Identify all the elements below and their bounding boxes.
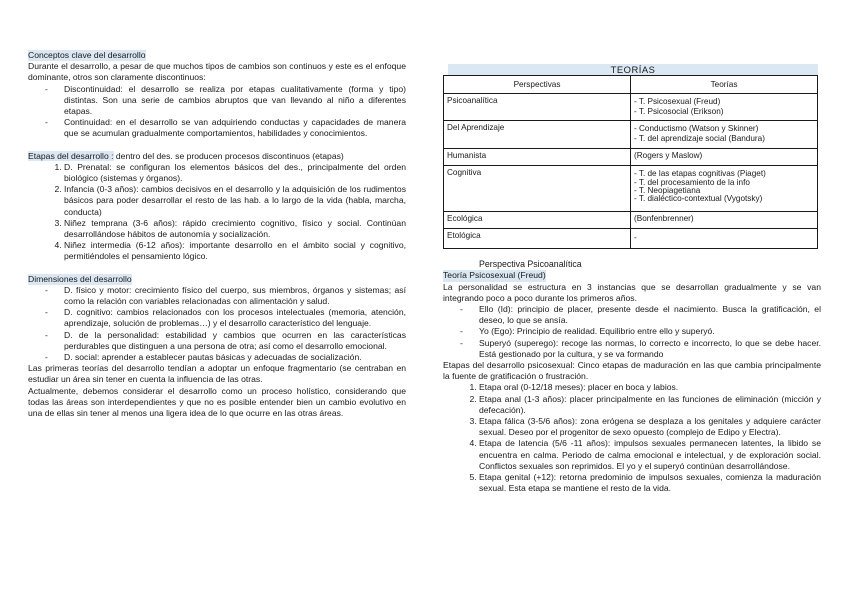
table-cell [631, 166, 818, 212]
table-cell: Psicoanalítica [444, 94, 631, 121]
psico-subtitle: Perspectiva Psicoanalítica [479, 259, 582, 270]
table-cell [631, 94, 818, 121]
list-item: 1. D. Prenatal: se configuran los elementos básicos del des., principalmente del orden biológico (sistemas y órganos). [64, 162, 406, 184]
left-column [28, 50, 406, 419]
right-column [443, 64, 821, 494]
table-header: Teorías [631, 76, 818, 94]
list-item: - Yo (Ego): Principio de realidad. Equilibrio entre ello y superyó. [479, 326, 821, 337]
list-item: - Discontinuidad: el desarrollo se realiza por etapas cualitativamente (forma y tipo) distintas. Son una serie de cambios abruptos que van llevando al niño a diferentes etapas. [64, 84, 406, 118]
theory-line: - T. del procesamiento de la info [634, 177, 750, 187]
table-cell [631, 212, 818, 229]
table-cell: Humanista [444, 149, 631, 166]
list-item: 5. Etapa genital (+12): retorna predominio de impulsos sexuales, comienza la maduración sexual. Esta etapa se mantiene el resto de la vida. [479, 472, 821, 494]
table-cell [631, 229, 818, 249]
etapas-list [28, 162, 406, 263]
theory-line: (Rogers y Maslow) [634, 151, 703, 161]
conceptos-intro: Durante el desarrollo, a pesar de que muchos tipos de cambios son continuos y este es el enfoque dominante, otros son claramente discontinuos: [28, 61, 406, 83]
table-row [444, 166, 818, 212]
list-item: - D. social: aprender a establecer pautas básicas y adecuadas de socialización. [64, 352, 406, 363]
list-item: - Continuidad: en el desarrollo se van adquiriendo conductas y capacidades de manera que se acumulan gradualmente comportamientos, habilidades y conocimientos. [64, 117, 406, 139]
list-item: - D. cognitivo: cambios relacionados con los procesos intelectuales (memoria, atención, aprendizaje, solución de problemas…) y el desarrollo característico del lenguaje. [64, 307, 406, 329]
dimensiones-list [28, 285, 406, 363]
table-row [444, 121, 818, 149]
section-dimensiones [28, 274, 406, 420]
conceptos-heading: Conceptos clave del desarrollo [28, 50, 146, 60]
etapas-intro: dentro del des. se producen procesos discontinuos (etapas) [113, 150, 344, 161]
theory-line: - [634, 233, 637, 243]
etapas-intro-line [28, 151, 406, 162]
list-item: - D. físico y motor: crecimiento físico del cuerpo, sus miembros, órganos y sistemas; así como la relación con variables relacionadas con alimentación y salud. [64, 285, 406, 307]
table-cell [631, 149, 818, 166]
etapas-heading: Etapas del desarrollo : [28, 150, 114, 161]
table-header-row [444, 76, 818, 94]
list-item: - Superyó (superego): recoge las normas, lo correcto e incorrecto, lo que se debe hacer. Está gestionado por la cultura, y se va formando [479, 338, 821, 360]
list-item: 1. Etapa oral (0-12/18 meses): placer en boca y labios. [479, 382, 821, 393]
list-item: 4. Etapa de latencia (5/6 -11 años): impulsos sexuales permanecen latentes, la libido se encuentra en calma. Periodo de calma emocional e intelectual, y de exploración social. Conflictos sexuales son reprimidos. El yo y el superyó continúan desarrollándose. [479, 438, 821, 472]
teorias-table [443, 75, 818, 249]
theory-line: - T. Neopiagetiana [634, 186, 701, 196]
dimensiones-para-2: Actualmente, debemos considerar el desarrollo como un proceso holístico, considerando que todas las áreas son interdependientes y que no es posible entender bien un cambio evolutivo en una de ellas sin tener al menos una ligera idea de lo que ocurre en las otras áreas. [28, 385, 406, 419]
theory-line: - T. del aprendizaje social (Bandura) [634, 133, 765, 143]
list-item: - Ello (Id): principio de placer, presente desde el nacimiento. Busca la gratificación, el deseo, lo que se ansía. [479, 304, 821, 326]
etapas-psico-list [443, 382, 821, 494]
list-item: 2. Infancia (0-3 años): cambios decisivos en el desarrollo y la adquisición de los rudimentos básicos para poder desarrollar el resto de las hab. a lo largo de la vida (habla, marcha, conducta) [64, 184, 406, 218]
theory-line: (Bonfenbrenner) [634, 214, 694, 224]
table-cell: Etológica [444, 229, 631, 249]
table-cell: Cognitiva [444, 166, 631, 212]
table-row [444, 212, 818, 229]
section-conceptos [28, 50, 406, 140]
psico-heading: Teoría Psicosexual (Freud) [443, 270, 546, 281]
section-etapas [28, 151, 406, 263]
list-item: 3. Niñez temprana (3-6 años): rápido crecimiento cognitivo, físico y social. Continúan desarrollándose hábitos de autonomía y socialización. [64, 218, 406, 240]
table-row [444, 149, 818, 166]
theory-line: - T. Psicosexual (Freud) [634, 97, 721, 107]
table-cell [631, 121, 818, 149]
theory-line: - T. Psicosocial (Erikson) [634, 106, 724, 116]
list-item: 4. Niñez intermedia (6-12 años): importante desarrollo en el ámbito social y cognitivo, permitiéndoles el pensamiento lógico. [64, 240, 406, 262]
list-item: - D. de la personalidad: estabilidad y cambios que ocurren en las características perdurables que distinguen a una persona de otra; así como el desarrollo emocional. [64, 330, 406, 352]
list-item: 3. Etapa fálica (3-5/6 años): zona erógena se desplaza a los genitales y adquiere carácter sexual. Deseo por el progenitor de sexo opuesto (complejo de Edipo y Electra). [479, 416, 821, 438]
table-header: Perspectivas [444, 76, 631, 94]
theory-line: - Conductismo (Watson y Skinner) [634, 124, 759, 134]
dimensiones-heading: Dimensiones del desarrollo [28, 273, 132, 284]
dimensiones-para-1: Las primeras teorías del desarrollo tendían a adoptar un enfoque fragmentario (se centraban en estudiar un área sin tener en cuenta la influencia de las otras. [28, 363, 406, 385]
table-cell: Del Aprendizaje [444, 121, 631, 149]
psico-intro: La personalidad se estructura en 3 instancias que se desarrollan gradualmente y se van integrando poco a poco durante los primeros años. [443, 281, 821, 303]
instancias-list [443, 304, 821, 360]
table-row [444, 229, 818, 249]
list-item: 2. Etapa anal (1-3 años): placer principalmente en las funciones de eliminación (micción y defecación). [479, 394, 821, 416]
teorias-title: TEORÍAS [448, 64, 818, 75]
theory-line: - T. dialéctico-contextual (Vygotsky) [634, 194, 763, 204]
etapas-psico-intro: Etapas del desarrollo psicosexual: Cinco etapas de maduración en las que cambia principalmente la fuente de gratificación o frustración. [443, 360, 821, 382]
table-cell: Ecológica [444, 212, 631, 229]
conceptos-list [28, 84, 406, 140]
table-row [444, 94, 818, 121]
theory-line: - T. de las etapas cognitivas (Piaget) [634, 169, 766, 179]
